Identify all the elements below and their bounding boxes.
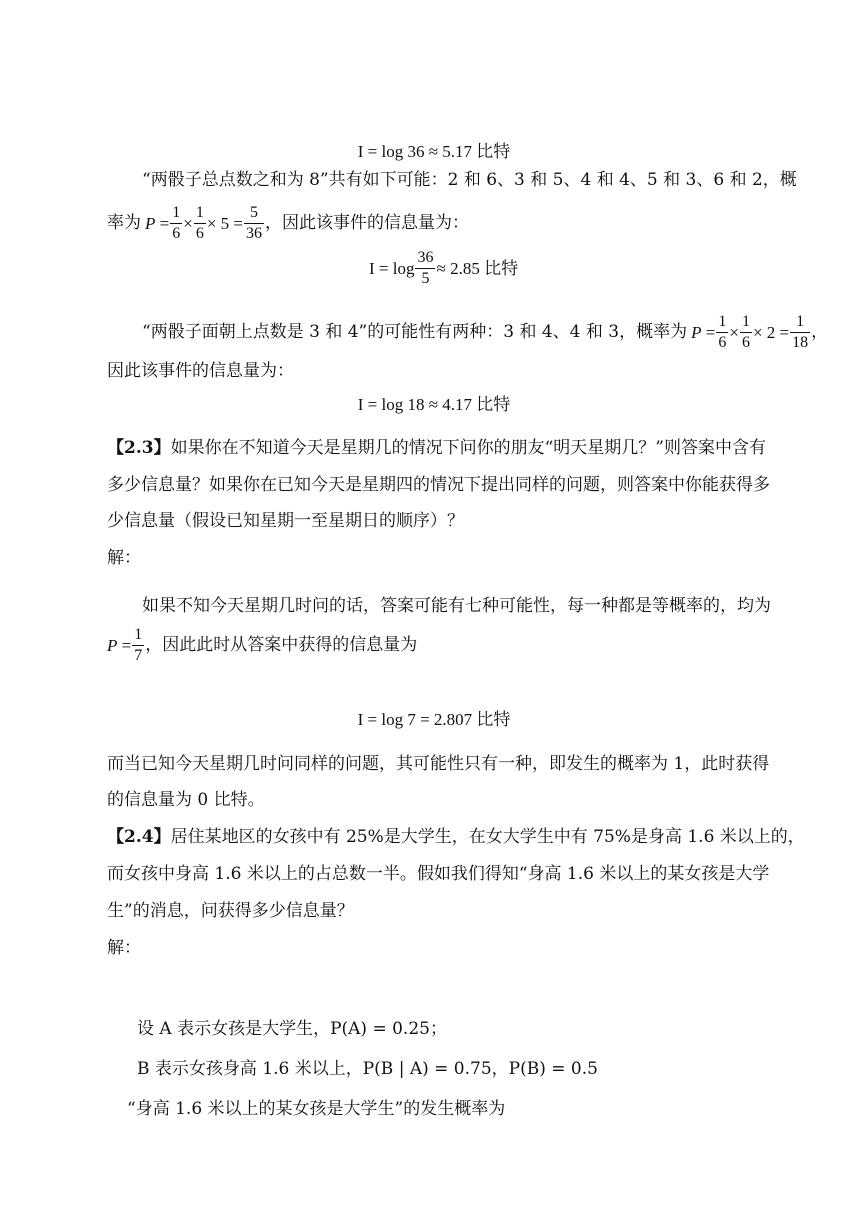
text-prob-prefix: 率为 <box>107 212 141 233</box>
text-three-four-line1: “两骰子面朝上点数是 3 和 4”的可能性有两种：3 和 4、4 和 3，概率为 P = $\frac{1}{6}$ × $\frac{1}{6}$ × 2 = $\frac{1}{18}$ ， <box>142 312 829 351</box>
answer-2-3-line3: 而当已知今天星期几时问同样的问题，其可能性只有一种，即发生的概率为 1，此时获得 <box>107 754 770 774</box>
solution-label-2-4: 解： <box>107 938 141 958</box>
question-2-4-line1: 【2.4】居住某地区的女孩中有 25%是大学生，在女大学生中有 75%是身高 1.6 米以上的， <box>107 827 805 847</box>
question-2-4-line2: 而女孩中身高 1.6 米以上的占总数一半。假如我们得知“身高 1.6 米以上的某女孩是大学 <box>107 864 770 884</box>
fraction-one-sixth-b: $\frac{1}{6}$ <box>195 203 204 242</box>
fraction-36-over-5: $\frac{36}{5}$ <box>417 248 434 287</box>
question-tag-2-4: 【2.4】 <box>107 827 171 847</box>
answer-2-4-line1: 设 A 表示女孩是大学生，P(A) = 0.25； <box>137 1019 447 1039</box>
answer-2-4-line3: “身高 1.6 米以上的某女孩是大学生”的发生概率为 <box>127 1099 506 1119</box>
question-2-3-line1: 【2.3】如果你在不知道今天是星期几的情况下问你的朋友“明天星期几？”则答案中含有 <box>107 438 766 458</box>
text-three-four-line2: 因此该事件的信息量为： <box>107 361 294 381</box>
math-p-symbol: P = <box>145 213 170 233</box>
question-2-3-line3: 少信息量（假设已知星期一至星期日的顺序）？ <box>107 511 464 531</box>
fraction-one-sixth-a: $\frac{1}{6}$ <box>172 203 181 242</box>
fraction-one-sixth-c: $\frac{1}{6}$ <box>718 312 727 351</box>
text-prob-suffix: ，因此该事件的信息量为： <box>265 212 470 233</box>
answer-2-4-line2: B 表示女孩身高 1.6 米以上，P(B | A) = 0.75，P(B) = 0.5 <box>137 1059 598 1079</box>
text-sum-eight-line2 <box>107 203 469 243</box>
fraction-five-36: $\frac{5}{36}$ <box>246 203 263 242</box>
equation-log-36-over-5: I = log $\frac{36}{5}$ ≈ 2.85 比特 <box>369 248 519 287</box>
fraction-one-seventh: $\frac{1}{7}$ <box>134 625 143 664</box>
equation-log36: I = log 36 ≈ 5.17 比特 <box>357 142 511 161</box>
equation-log7: I = log 7 = 2.807 比特 <box>357 710 511 729</box>
fraction-one-sixth-d: $\frac{1}{6}$ <box>741 312 750 351</box>
question-2-4-line3: 生”的消息，问获得多少信息量？ <box>107 901 354 921</box>
fraction-one-18: $\frac{1}{18}$ <box>792 312 809 351</box>
answer-2-3-line1: 如果不知今天星期几时问的话，答案可能有七种可能性，每一种都是等概率的，均为 <box>142 596 771 616</box>
math-times-five: × 5 = <box>206 213 244 233</box>
question-tag-2-3: 【2.3】 <box>107 438 171 458</box>
question-2-3-line2: 多少信息量？如果你在已知今天是星期四的情况下提出同样的问题，则答案中你能获得多 <box>107 475 770 495</box>
equation-log18: I = log 18 ≈ 4.17 比特 <box>357 395 511 414</box>
solution-label-2-3: 解： <box>107 548 141 568</box>
math-times: × <box>183 213 193 233</box>
text-sum-eight-line1: “两骰子总点数之和为 8”共有如下可能：2 和 6、3 和 5、4 和 4、5 和 3、6 和 2，概 <box>142 170 797 190</box>
answer-2-3-line4: 的信息量为 0 比特。 <box>107 790 265 810</box>
answer-2-3-line2: P = $\frac{1}{7}$ ，因此此时从答案中获得的信息量为 <box>107 625 418 664</box>
